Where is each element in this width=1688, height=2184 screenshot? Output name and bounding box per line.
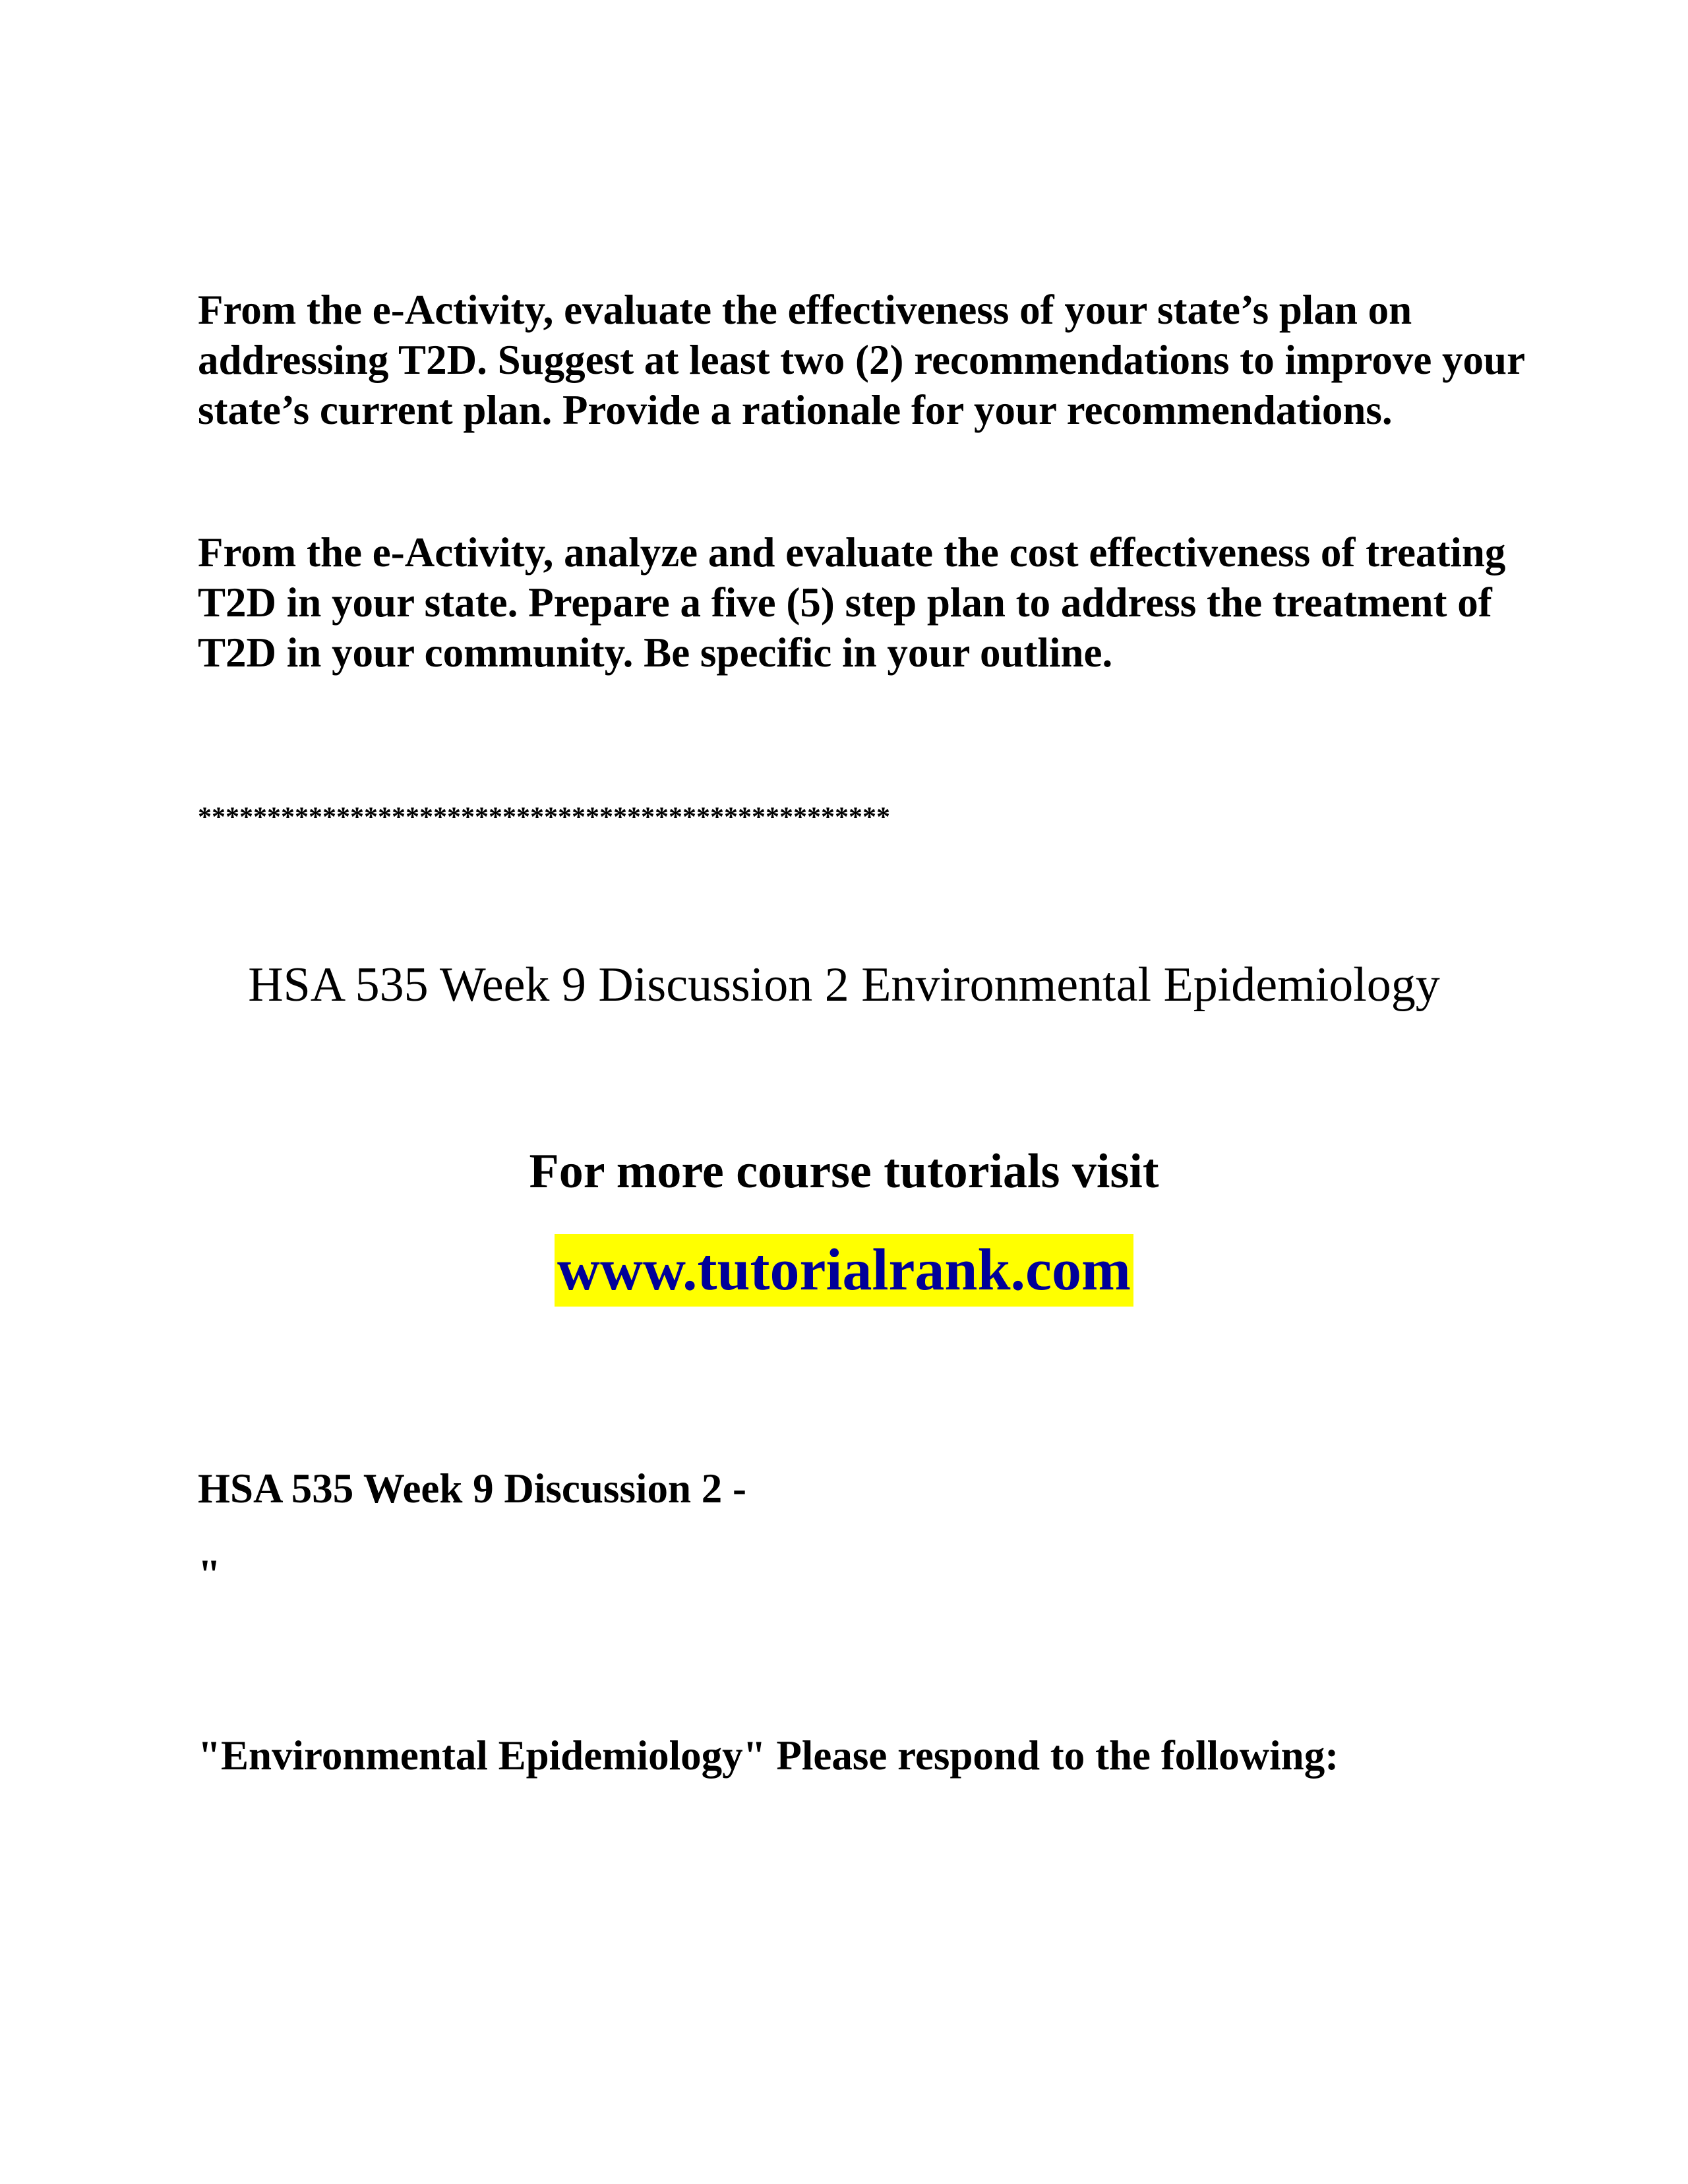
- paragraph-state-plan-evaluation: From the e-Activity, evaluate the effectiveness of your state’s plan on addressing T2D. Suggest at least two (2) recommendations to improve your state’s current plan. Provide a rationale for your recommendations.: [198, 287, 1524, 433]
- quote-mark: ": [198, 1551, 221, 1597]
- promo-link-container: [0, 1234, 1688, 1307]
- tutorialrank-link[interactable]: www.tutorialrank.com: [555, 1234, 1133, 1307]
- document-title: HSA 535 Week 9 Discussion 2 Environmental Epidemiology: [248, 958, 1440, 1012]
- promo-text: For more course tutorials visit: [529, 1144, 1159, 1198]
- asterisk-separator: **************************************************: [198, 802, 890, 833]
- paragraph-cost-effectiveness: From the e-Activity, analyze and evaluate the cost effectiveness of treating T2D in your state. Prepare a five (5) step plan to address the treatment of T2D in your community. Be specific in your outline.: [198, 529, 1506, 676]
- section-heading: HSA 535 Week 9 Discussion 2 -: [198, 1465, 746, 1512]
- discussion-prompt: "Environmental Epidemiology" Please respond to the following:: [198, 1732, 1339, 1779]
